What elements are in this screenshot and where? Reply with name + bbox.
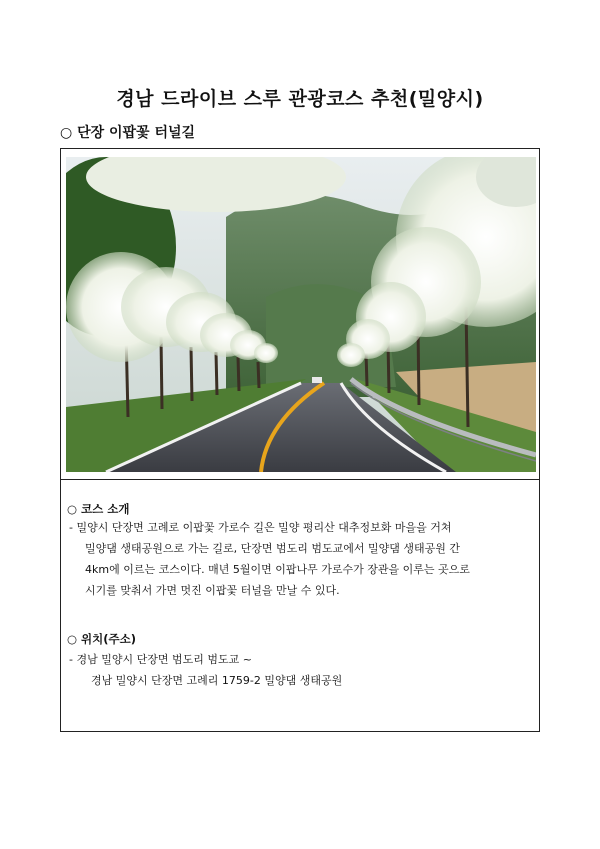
text-line: 4km에 이르는 코스이다. 매년 5월이면 이팝나무 가로수가 장관을 이루는 곳으로 — [85, 563, 470, 576]
course-intro-text — [69, 517, 531, 601]
text-line: 밀양댐 생태공원으로 가는 길로, 단장면 범도리 범도교에서 밀양댐 생태공원 간 — [85, 542, 460, 555]
text-line: - 밀양시 단장면 고례로 이팝꽃 가로수 길은 밀양 평리산 대추정보화 마을을 거쳐 — [69, 521, 452, 534]
page-title: 경남 드라이브 스루 관광코스 추천(밀양시) — [116, 88, 484, 110]
section-title: ○ 단장 이팝꽃 터널길 — [60, 125, 196, 141]
content-box — [60, 148, 540, 732]
road-photo — [66, 157, 536, 472]
text-line: 시기를 맞춰서 가면 멋진 이팝꽃 터널을 만날 수 있다. — [85, 584, 340, 597]
location-heading: ○ 위치(주소) — [67, 632, 136, 646]
course-intro-heading: ○ 코스 소개 — [67, 502, 130, 516]
location-text — [69, 649, 531, 691]
text-line: 경남 밀양시 단장면 고례리 1759-2 밀양댐 생태공원 — [91, 674, 343, 687]
divider — [61, 479, 539, 480]
text-line: - 경남 밀양시 단장면 범도리 범도교 ~ — [69, 653, 252, 666]
